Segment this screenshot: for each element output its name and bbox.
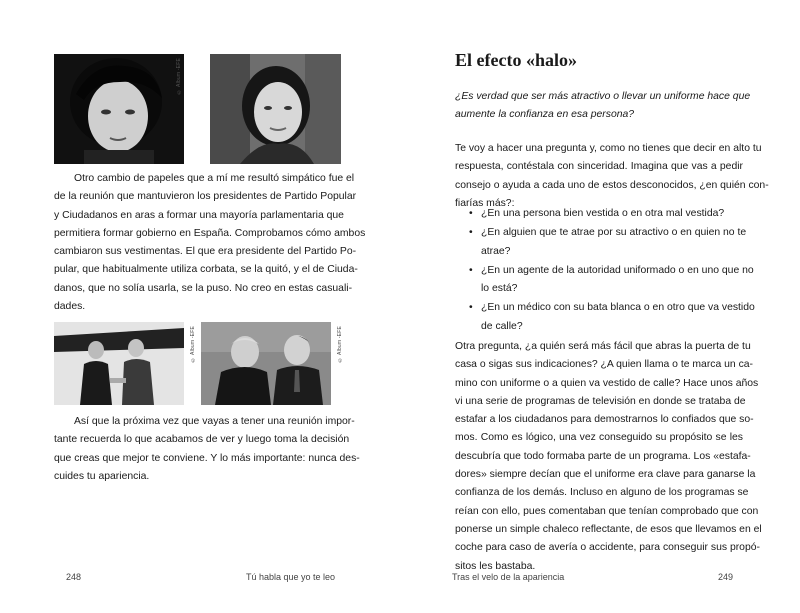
list-item bbox=[469, 299, 755, 336]
text-line: estafar a los ciudadanos para demostrarnos lo confiados que so- bbox=[455, 414, 754, 426]
text-line: dores» siempre decían que el uniforme era clave para ganarse la bbox=[455, 469, 756, 481]
text-line: confianza de los demás. Incluso en alguno de los programas se bbox=[455, 487, 749, 499]
text-line: mino con uniforme o a quien va vestido de calle? Hace unos años bbox=[455, 377, 759, 389]
right-paragraph-2 bbox=[455, 338, 762, 576]
text-line: que creas que mejor te conviene. Y lo más importante: nunca des- bbox=[54, 452, 360, 464]
text-line: Así que la próxima vez que vayas a tener una reunión impor- bbox=[74, 416, 355, 427]
text-line: pular, que habitualmente utiliza corbata, se la quitó, y el de Ciuda- bbox=[54, 264, 358, 276]
photo-handshake-2 bbox=[201, 322, 343, 405]
lead-question bbox=[455, 88, 755, 125]
text-line: dades. bbox=[54, 301, 86, 313]
running-header-book-title: Tú habla que yo te leo bbox=[246, 572, 336, 582]
text-line: consejo o ayuda a cada uno de estos desconocidos, ¿en quién con- bbox=[455, 179, 769, 191]
text-line: • ¿En alguien que te atrae por su atractivo o en quien no te bbox=[481, 227, 747, 239]
text-line: • ¿En una persona bien vestida o en otra mal vestida? bbox=[481, 208, 725, 219]
photo-credit: © Album -EFE bbox=[176, 58, 182, 95]
text-line: tante recuerda lo que acabamos de ver y luego toma la decisión bbox=[54, 434, 350, 446]
text-line: Otro cambio de papeles que a mí me resultó simpático fue el bbox=[74, 173, 355, 184]
page-number: 248 bbox=[66, 572, 82, 582]
text-line: fiarías más?: bbox=[455, 197, 515, 209]
text-line: respuesta, contéstala con sinceridad. Imagina que vas a pedir bbox=[455, 161, 743, 173]
page-number: 249 bbox=[718, 572, 734, 582]
bullet-list bbox=[469, 205, 755, 337]
right-paragraph-1 bbox=[455, 140, 769, 213]
text-line: lo está? bbox=[481, 283, 518, 295]
photo-woman-short-hair bbox=[54, 54, 184, 164]
text-line: • ¿En un agente de la autoridad uniformado o en uno que no bbox=[481, 264, 754, 276]
text-line: • ¿En un médico con su bata blanca o en otro que va vestido bbox=[481, 302, 755, 314]
photo-credit: © Album -EFE bbox=[337, 326, 343, 363]
text-line: permitiera formar gobierno en España. Comprobamos cómo ambos bbox=[54, 227, 366, 239]
text-line: sitos les bastaba. bbox=[455, 560, 536, 572]
text-line: Otra pregunta, ¿a quién será más fácil que abras la puerta de tu bbox=[455, 341, 751, 352]
text-line: de calle? bbox=[481, 320, 523, 332]
text-line: ponerse un simple chaleco reflectante, de esos que llevamos en el bbox=[455, 523, 762, 535]
text-line: reían con ello, pues comentaban que tenían comprobado que con bbox=[455, 505, 759, 517]
left-paragraph-2 bbox=[54, 413, 360, 486]
text-line: aumente la confianza en esa persona? bbox=[455, 109, 635, 121]
text-line: mos. Como es lógico, una vez conseguido su propósito se les bbox=[455, 432, 743, 444]
text-line: casa o sigas sus indicaciones? ¿A quien llama o te marca un ca- bbox=[455, 359, 754, 371]
section-heading: El efecto «halo» bbox=[455, 50, 577, 70]
text-line: y Ciudadanos en aras a formar una mayoría parlamentaria que bbox=[54, 209, 344, 221]
text-line: ¿Es verdad que ser más atractivo o llevar un uniforme hace que bbox=[455, 91, 751, 102]
text-line: danos, que no solía usarla, se la puso. No creo en estas casuali- bbox=[54, 282, 353, 294]
text-line: descubría que todo formaba parte de un programa. Los «estafa- bbox=[455, 450, 751, 462]
text-line: vi una serie de programas de televisión en donde se trataba de bbox=[455, 395, 746, 407]
text-line: coche para caso de avería o accidente, para conseguir sus propó- bbox=[455, 542, 760, 554]
photo-credit: © Album -EFE bbox=[190, 326, 196, 363]
running-header-chapter-title: Tras el velo de la apariencia bbox=[452, 572, 565, 582]
text-line: Te voy a hacer una pregunta y, como no tienes que decir en alto tu bbox=[455, 143, 762, 154]
left-paragraph-1 bbox=[54, 170, 366, 316]
photo-handshake-1 bbox=[54, 322, 196, 405]
text-line: atrae? bbox=[481, 245, 511, 257]
list-item bbox=[469, 262, 754, 299]
text-line: de la reunión que mantuvieron los presidentes de Partido Popular bbox=[54, 191, 357, 203]
photo-woman-long-hair bbox=[210, 54, 341, 164]
list-item bbox=[469, 224, 749, 261]
list-item bbox=[469, 205, 749, 223]
text-line: cuides tu apariencia. bbox=[54, 470, 150, 482]
text-line: cambiaron sus vestimentas. El que era presidente del Partido Po- bbox=[54, 246, 357, 258]
